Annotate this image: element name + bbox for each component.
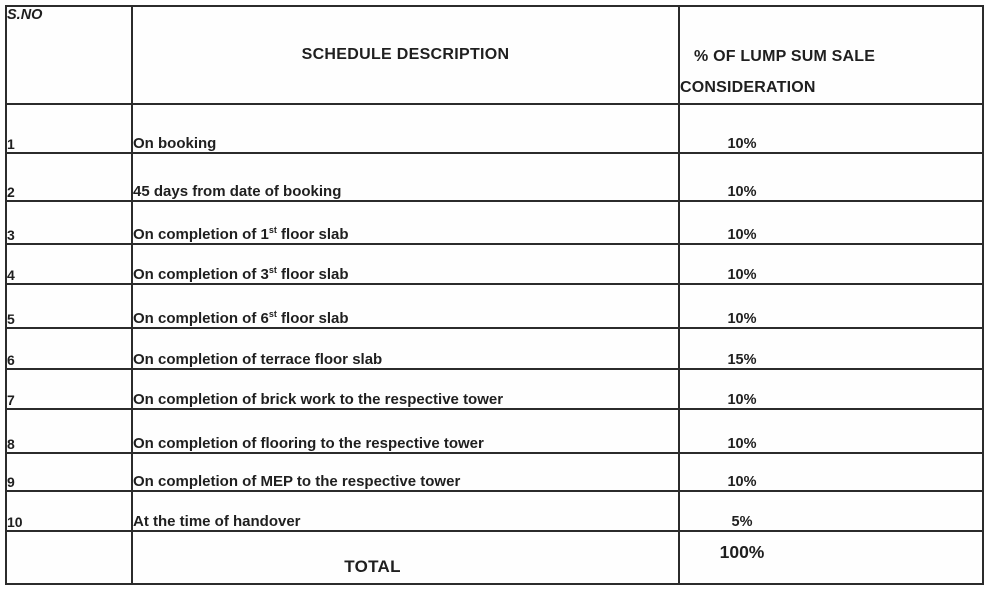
percent-cell: 10% (679, 244, 983, 284)
table-row (6, 369, 983, 409)
total-percent-cell: 100% (679, 531, 983, 584)
percent-cell: 10% (679, 153, 983, 201)
header-percent (679, 6, 983, 104)
total-row (6, 531, 983, 584)
table-row (6, 153, 983, 201)
header-percent-line1: % OF LUMP SUM SALE (694, 48, 876, 65)
percent-cell: 10% (679, 453, 983, 491)
percent-cell: 10% (679, 409, 983, 453)
percent-cell: 10% (679, 284, 983, 328)
description-cell: On booking (132, 104, 679, 153)
description-cell: On completion of MEP to the respective tower (132, 453, 679, 491)
header-row (6, 6, 983, 104)
description-cell: On completion of 6st floor slab (132, 284, 679, 328)
table-row (6, 201, 983, 244)
table-row (6, 491, 983, 531)
sno-cell: 6 (6, 328, 132, 369)
sno-cell: 10 (6, 491, 132, 531)
sno-cell: 9 (6, 453, 132, 491)
header-percent-line2: CONSIDERATION (680, 79, 816, 96)
percent-cell: 15% (679, 328, 983, 369)
sno-cell: 2 (6, 153, 132, 201)
sno-cell: 7 (6, 369, 132, 409)
percent-cell: 10% (679, 201, 983, 244)
description-cell: On completion of terrace floor slab (132, 328, 679, 369)
table-row (6, 284, 983, 328)
total-empty-cell (6, 531, 132, 584)
sno-cell: 4 (6, 244, 132, 284)
table-row (6, 244, 983, 284)
sno-cell: 1 (6, 104, 132, 153)
sno-cell: 8 (6, 409, 132, 453)
table-row (6, 104, 983, 153)
sno-cell: 5 (6, 284, 132, 328)
header-sno (6, 6, 132, 104)
description-cell: On completion of 3st floor slab (132, 244, 679, 284)
header-description-label: SCHEDULE DESCRIPTION (301, 46, 510, 63)
percent-cell: 10% (679, 369, 983, 409)
percent-cell: 10% (679, 104, 983, 153)
table-row (6, 328, 983, 369)
header-description (132, 6, 679, 104)
description-cell: On completion of flooring to the respective tower (132, 409, 679, 453)
description-cell: At the time of handover (132, 491, 679, 531)
percent-cell: 5% (679, 491, 983, 531)
table-row (6, 409, 983, 453)
description-cell: 45 days from date of booking (132, 153, 679, 201)
description-cell: On completion of 1st floor slab (132, 201, 679, 244)
table-row (6, 453, 983, 491)
header-sno-label: S.NO (7, 7, 43, 23)
sno-cell: 3 (6, 201, 132, 244)
payment-schedule-table (5, 5, 984, 585)
description-cell: On completion of brick work to the respective tower (132, 369, 679, 409)
total-label-cell: TOTAL (132, 531, 679, 584)
